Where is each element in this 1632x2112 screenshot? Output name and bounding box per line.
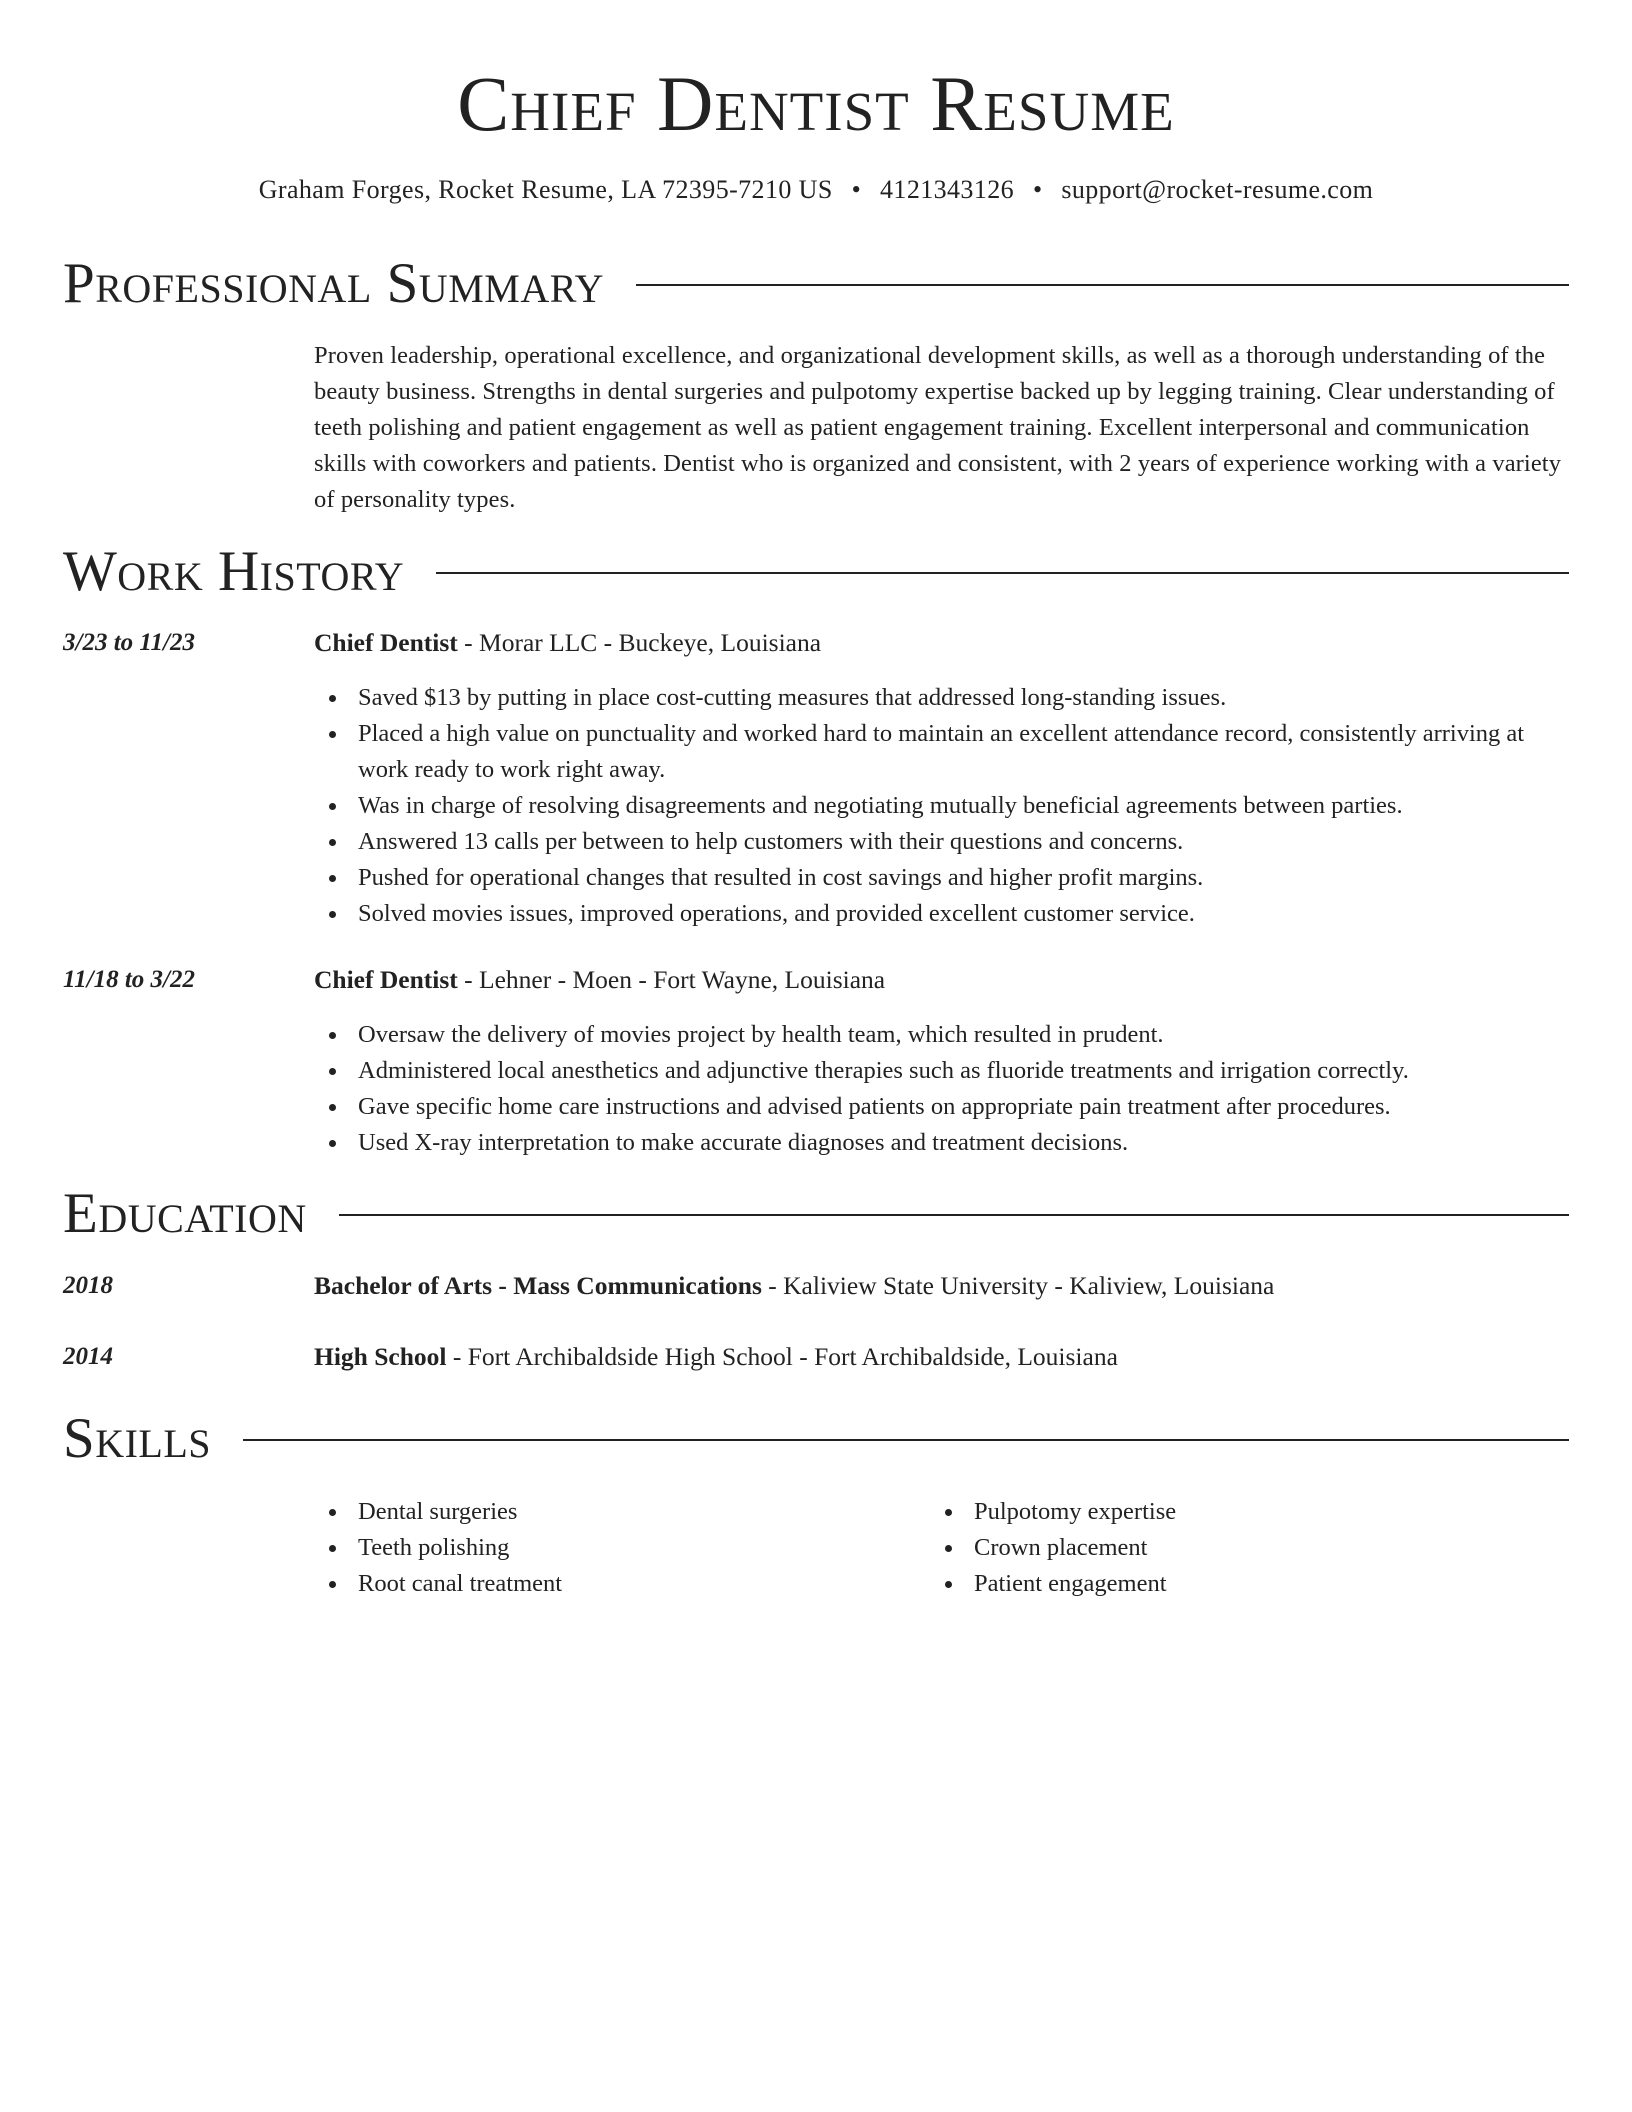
contact-phone: 4121343126 xyxy=(880,175,1015,204)
section-divider xyxy=(636,284,1569,286)
section-work-heading xyxy=(63,538,1569,606)
contact-line xyxy=(0,172,1632,208)
list-item: Answered 13 calls per between to help customers with their questions and concerns. xyxy=(358,824,1569,860)
education-entry xyxy=(314,1339,1569,1375)
job-details: - Morar LLC - Buckeye, Louisiana xyxy=(457,628,822,657)
section-title: Skills xyxy=(63,1407,212,1470)
job-dates: 11/18 to 3/22 xyxy=(63,966,195,993)
resume-title: Chief Dentist Resume xyxy=(457,60,1175,147)
education-entry xyxy=(314,1268,1569,1304)
list-item: Oversaw the delivery of movies project by health team, which resulted in prudent. xyxy=(358,1017,1569,1053)
skill-item: Pulpotomy expertise xyxy=(974,1494,1490,1530)
job-bullets xyxy=(314,1017,1569,1161)
summary-text: Proven leadership, operational excellence, and organizational development skills, as well as a thorough understanding of the beauty business. Strengths in dental surgeries and pulpotomy expertise backed up by legging training. Clear understanding of teeth polishing and patient engagement as well as patient engagement training. Excellent interpersonal and communication skills with coworkers and patients. Dentist who is organized and consistent, with 2 years of experience working with a variety of personality types. xyxy=(314,342,1562,513)
skills-list-left xyxy=(314,1494,874,1602)
section-skills-heading xyxy=(63,1405,1569,1473)
section-title: Professional Summary xyxy=(63,252,605,315)
education-year: 2018 xyxy=(63,1272,113,1299)
contact-separator: • xyxy=(1032,175,1043,204)
list-item: Solved movies issues, improved operations, and provided excellent customer service. xyxy=(358,896,1569,932)
education-degree: High School xyxy=(314,1342,447,1371)
section-education-heading xyxy=(63,1180,1569,1248)
section-summary-heading xyxy=(63,250,1569,318)
section-divider xyxy=(339,1214,1569,1216)
list-item: Saved $13 by putting in place cost-cutting measures that addressed long-standing issues. xyxy=(358,680,1569,716)
list-item: Gave specific home care instructions and advised patients on appropriate pain treatment after procedures. xyxy=(358,1089,1569,1125)
education-degree: Bachelor of Arts - Mass Communications xyxy=(314,1271,762,1300)
education-year: 2014 xyxy=(63,1343,113,1370)
skill-item: Patient engagement xyxy=(974,1566,1490,1602)
skill-item: Root canal treatment xyxy=(358,1566,874,1602)
job-details: - Lehner - Moen - Fort Wayne, Louisiana xyxy=(457,965,886,994)
job-dates: 3/23 to 11/23 xyxy=(63,629,195,656)
contact-address: Graham Forges, Rocket Resume, LA 72395-7210 US xyxy=(258,175,833,204)
job-bullets xyxy=(314,680,1569,932)
skill-item: Teeth polishing xyxy=(358,1530,874,1566)
section-divider xyxy=(243,1439,1569,1441)
list-item: Used X-ray interpretation to make accurate diagnoses and treatment decisions. xyxy=(358,1125,1569,1161)
contact-separator: • xyxy=(851,175,862,204)
job-title: Chief Dentist xyxy=(314,628,458,657)
skill-item: Dental surgeries xyxy=(358,1494,874,1530)
education-details: - Fort Archibaldside High School - Fort Archibaldside, Louisiana xyxy=(446,1342,1118,1371)
list-item: Pushed for operational changes that resulted in cost savings and higher profit margins. xyxy=(358,860,1569,896)
section-divider xyxy=(436,572,1569,574)
job-heading xyxy=(314,625,1569,661)
skill-item: Crown placement xyxy=(974,1530,1490,1566)
education-details: - Kaliview State University - Kaliview, Louisiana xyxy=(761,1271,1275,1300)
contact-email: support@rocket-resume.com xyxy=(1061,175,1374,204)
section-title: Work History xyxy=(63,540,405,603)
list-item: Placed a high value on punctuality and worked hard to maintain an excellent attendance record, consistently arriving at work ready to work right away. xyxy=(358,716,1569,788)
list-item: Administered local anesthetics and adjunctive therapies such as fluoride treatments and irrigation correctly. xyxy=(358,1053,1569,1089)
job-heading xyxy=(314,962,1569,998)
skills-list-right xyxy=(930,1494,1490,1602)
job-title: Chief Dentist xyxy=(314,965,458,994)
list-item: Was in charge of resolving disagreements and negotiating mutually beneficial agreements between parties. xyxy=(358,788,1569,824)
section-title: Education xyxy=(63,1182,307,1245)
